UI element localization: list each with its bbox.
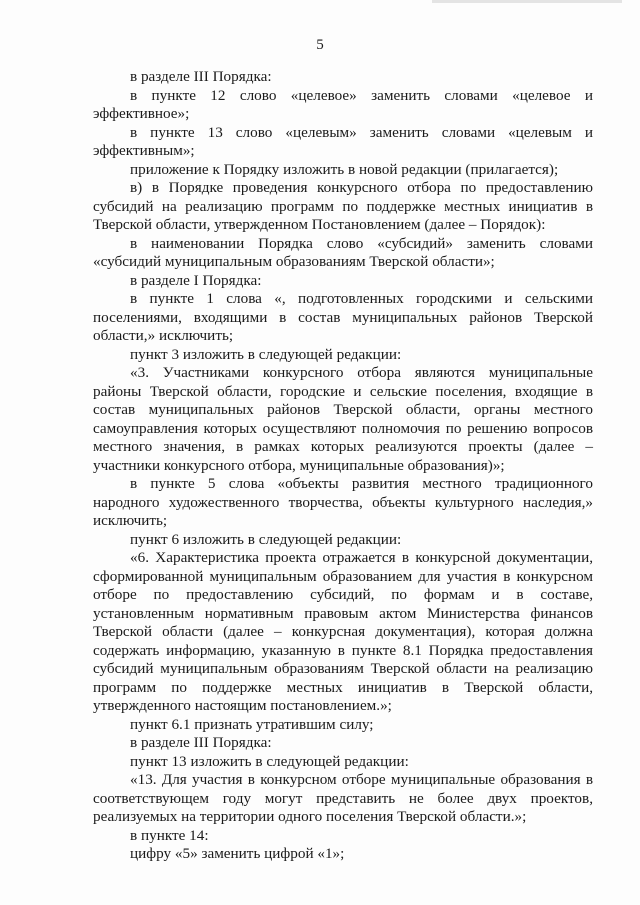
paragraph: приложение к Порядку изложить в новой редакции (прилагается); bbox=[130, 160, 559, 178]
paragraph: в) в Порядке проведения конкурсного отбора по предоставлению субсидий на реализацию программ по поддержке местных инициатив в Тверской области, утвержденном Постановлением (далее – Порядок): bbox=[93, 179, 593, 233]
paragraph: «3. Участниками конкурсного отбора являются муниципальные районы Тверской области, городские и сельские поселения, входящие в состав муниципальных районов Тверской области, органы местного самоуправления которых осуществляют полномочия по решению вопросов местного значения, в рамках которых реализуются проекты (далее – участники конкурсного отбора, муниципальные образования)»; bbox=[93, 364, 593, 474]
page-number: 5 bbox=[316, 37, 324, 53]
paragraph: в разделе III Порядка: bbox=[130, 734, 272, 751]
paragraph: пункт 13 изложить в следующей редакции: bbox=[130, 752, 409, 770]
paragraph: в пункте 13 слово «целевым» заменить словами «целевым и эффективным»; bbox=[93, 123, 593, 159]
document-body bbox=[93, 68, 593, 864]
paragraph: пункт 3 изложить в следующей редакции: bbox=[130, 345, 402, 363]
paragraph: в разделе I Порядка: bbox=[130, 271, 262, 289]
paragraph: в пункте 14: bbox=[130, 826, 209, 844]
paragraph: «13. Для участия в конкурсном отборе муниципальные образования в соответствующем году могут представить не более двух проектов, реализуемых на территории одного поселения Тверской области.»; bbox=[93, 771, 593, 825]
paragraph: «6. Характеристика проекта отражается в конкурсной документации, сформированной муниципальным образованием для участия в конкурсном отборе по предоставлению субсидий, по формам и в составе, установленным нормативным правовым актом Министерства финансов Тверской области (далее – конкурсная документация), которая должна содержать информацию, указанную в пункте 8.1 Порядка предоставления субсидий муниципальным образованиям Тверской области на реализацию программ по поддержке местных инициатив в Тверской области, утвержденного настоящим постановлением.»; bbox=[93, 549, 593, 714]
paragraph: в пункте 12 слово «целевое» заменить словами «целевое и эффективное»; bbox=[93, 86, 593, 122]
paragraph: в разделе III Порядка: bbox=[130, 68, 272, 85]
paragraph: цифру «5» заменить цифрой «1»; bbox=[130, 845, 345, 862]
paragraph: в пункте 1 слова «, подготовленных городскими и сельскими поселениями, входящими в состав муниципальных районов Тверской области,» исключить; bbox=[93, 290, 593, 344]
paragraph: в наименовании Порядка слово «субсидий» заменить словами «субсидий муниципальным образованиям Тверской области»; bbox=[93, 234, 593, 270]
scan-artifact bbox=[432, 0, 622, 3]
paragraph: пункт 6.1 признать утратившим силу; bbox=[130, 715, 374, 733]
paragraph: в пункте 5 слова «объекты развития местного традиционного народного художественного творчества, объекты культурного наследия,» исключить; bbox=[93, 475, 593, 529]
paragraph: пункт 6 изложить в следующей редакции: bbox=[130, 530, 402, 548]
